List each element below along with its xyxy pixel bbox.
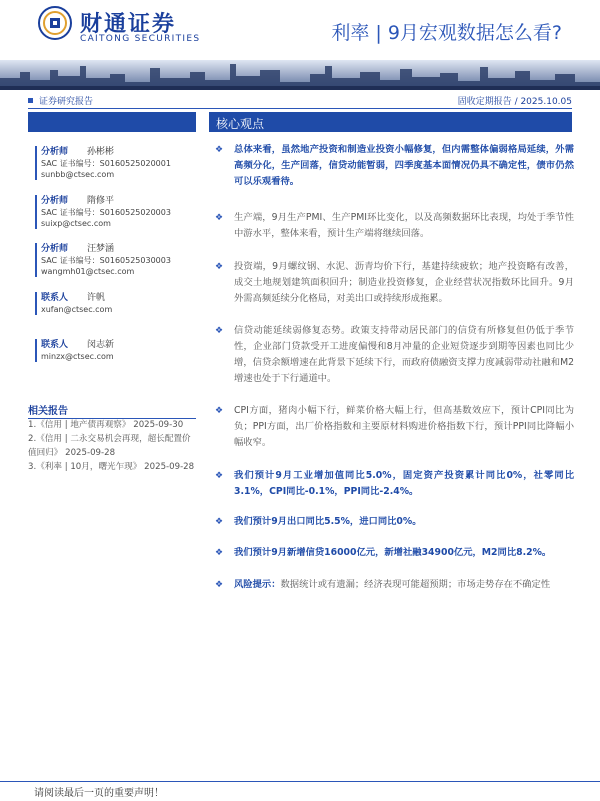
- analyst-email[interactable]: sunbb@ctsec.com: [41, 170, 115, 179]
- diamond-bullet-icon: ❖: [215, 145, 224, 155]
- core-views-title: 核心观点: [216, 117, 265, 131]
- related-report-item[interactable]: 3.《利率 | 10月，曙光乍现》 2025-09-28: [28, 462, 195, 472]
- analyst-cert: SAC 证书编号：S0160525020003: [41, 208, 171, 217]
- core-view-text: 我们预计9月出口同比5.5%，进口同比0%。: [234, 516, 422, 527]
- analyst-role: 分析师: [41, 244, 69, 254]
- logo-text: 财通证券: [80, 11, 177, 37]
- diamond-bullet-icon: ❖: [215, 213, 224, 223]
- analyst-cert: SAC 证书编号：S0160525030003: [41, 256, 171, 265]
- diamond-bullet-icon: ❖: [215, 517, 224, 527]
- skyline-banner: [0, 60, 600, 90]
- core-view-text: 信贷动能延续弱修复态势。政策支持带动居民部门的信贷有所修复但仍低于季节性，企业部门贷款受开工进度偏慢和8月冲量的企业短贷逐步到期等因素也同比少增，信贷余额增速在此背景下延续下行，而政府债融资支撑力度减弱带动社融和M2增速也处于下行通道中。: [234, 325, 574, 384]
- company-logo-icon: [38, 6, 72, 40]
- analyst-name: 隋修平: [87, 196, 115, 206]
- core-view-text: 投资端，9月螺纹钢、水泥、沥青均价下行，基建持续疲软；地产投资略有改善，成交土地规划建筑面积回升；制造业投资修复，企业经营状况指数环比回升。9月外需高频延续分化格局，对美出口或持续形成拖累。: [234, 261, 574, 304]
- core-view-text: 我们预计9月新增信贷16000亿元，新增社融34900亿元，M2同比8.2%。: [234, 547, 552, 558]
- disclaimer-note: 请阅读最后一页的重要声明！: [34, 788, 164, 799]
- analyst-cert: SAC 证书编号：S0160525020001: [41, 159, 171, 168]
- diamond-bullet-icon: ❖: [215, 471, 224, 481]
- risk-text: 数据统计或有遗漏；经济表现可能超预期；市场走势存在不确定性: [280, 579, 551, 590]
- report-title: 利率 | 9月宏观数据怎么看?: [331, 22, 562, 44]
- analyst-card: [35, 195, 201, 229]
- core-view-text: 我们预计9月工业增加值同比5.0%，固定资产投资累计同比0%，社零同比3.1%，CPI同比-0.1%，PPI同比-2.4%。: [234, 470, 574, 497]
- core-view-text: CPI方面，猪肉小幅下行，鲜菜价格大幅上行，但高基数效应下，预计CPI同比为负；PPI方面，出厂价格指数和主要原材料购进价格指数下行，预计PPI同比降幅小幅收窄。: [234, 405, 574, 448]
- analyst-role: 分析师: [41, 196, 69, 206]
- diamond-bullet-icon: ❖: [215, 326, 224, 336]
- contact-name: 闵志新: [87, 340, 115, 350]
- contact-card: [35, 339, 201, 362]
- logo-english: CAITONG SECURITIES: [80, 34, 201, 44]
- diamond-bullet-icon: ❖: [215, 580, 224, 590]
- related-reports-list: [28, 418, 196, 474]
- square-bullet-icon: [28, 98, 33, 103]
- contact-card: [35, 292, 201, 315]
- report-category-date: 固收定期报告 / 2025.10.05: [457, 97, 572, 107]
- related-report-item[interactable]: 2.《信用 | 二永交易机会再现，超长配置价值回归》 2025-09-28: [28, 434, 191, 458]
- analyst-card: [35, 243, 201, 277]
- analyst-card: [35, 146, 201, 180]
- analyst-name: 汪梦涵: [87, 244, 115, 254]
- contact-email[interactable]: minzx@ctsec.com: [41, 352, 114, 361]
- contact-role: 联系人: [41, 293, 69, 303]
- diamond-bullet-icon: ❖: [215, 548, 224, 558]
- diamond-bullet-icon: ❖: [215, 262, 224, 272]
- analyst-email[interactable]: wangmh01@ctsec.com: [41, 267, 135, 276]
- risk-label: 风险提示：: [234, 579, 281, 590]
- related-report-item[interactable]: 1.《信用 | 地产债再观察》 2025-09-30: [28, 420, 184, 430]
- contact-role: 联系人: [41, 340, 69, 350]
- contact-name: 许帆: [87, 293, 106, 303]
- analyst-role: 分析师: [41, 147, 69, 157]
- page-footer: [0, 781, 600, 801]
- related-reports-title: 相关报告: [28, 402, 196, 419]
- left-column-header: [28, 112, 196, 132]
- page-header: [0, 0, 600, 62]
- diamond-bullet-icon: ❖: [215, 406, 224, 416]
- core-view-text: 生产端，9月生产PMI、生产PMI环比变化，以及高频数据环比表现，均处于季节性中游水平，整体来看，预计生产端将继续回落。: [234, 212, 574, 239]
- report-subbar: [28, 92, 572, 109]
- analyst-name: 孙彬彬: [87, 147, 115, 157]
- analyst-email[interactable]: suixp@ctsec.com: [41, 219, 111, 228]
- core-views-header: [209, 112, 572, 132]
- contact-email[interactable]: xufan@ctsec.com: [41, 305, 113, 314]
- core-view-text: 总体来看，虽然地产投资和制造业投资小幅修复，但内需整体偏弱格局延续，外需高频分化，生产回落，信贷动能暂弱，四季度基本面情况仍具不确定性，债市仍然可以乐观看待。: [234, 144, 574, 187]
- report-type: 证券研究报告: [39, 97, 94, 107]
